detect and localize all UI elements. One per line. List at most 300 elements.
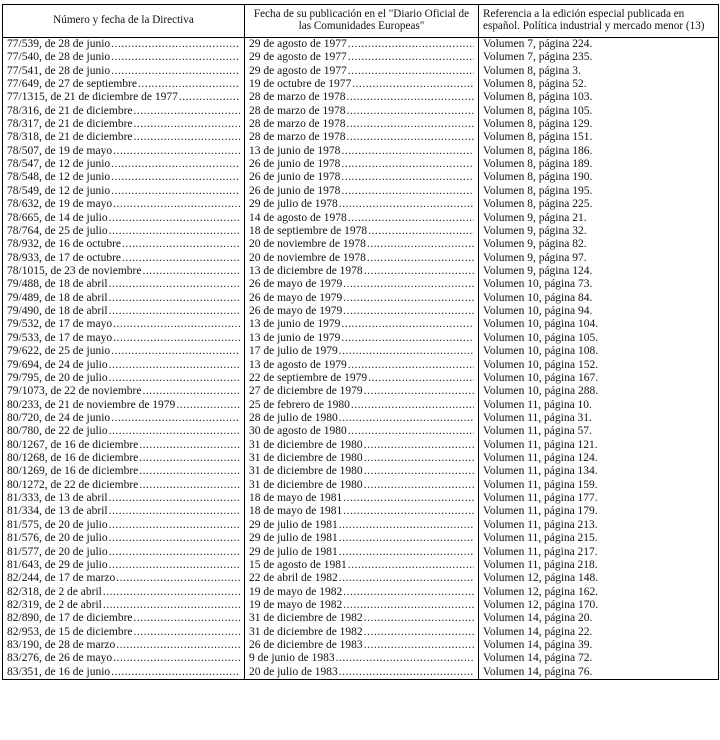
directive-cell-text: 78/507, de 19 de mayo bbox=[7, 144, 113, 157]
dot-leader bbox=[122, 252, 240, 265]
directive-cell-text: 82/244, de 17 de marzo bbox=[7, 572, 116, 585]
publication-date-cell-text: 29 de julio de 1981 bbox=[249, 518, 338, 531]
header-publication-date: Fecha de su publicación en el "Diario Oficial de las Comunidades Europeas" bbox=[245, 5, 479, 38]
reference-cell: Volumen 8, página 225. bbox=[479, 198, 719, 211]
publication-date-cell-text: 17 de julio de 1979 bbox=[249, 345, 338, 358]
publication-date-cell bbox=[245, 666, 479, 680]
dot-leader bbox=[134, 612, 240, 625]
reference-cell: Volumen 10, página 105. bbox=[479, 332, 719, 345]
publication-date-cell-text: 31 de diciembre de 1982 bbox=[249, 625, 363, 638]
directive-cell bbox=[3, 599, 245, 612]
publication-date-cell-text: 22 de abril de 1982 bbox=[249, 572, 338, 585]
dot-leader bbox=[109, 359, 240, 372]
reference-cell: Volumen 8, página 103. bbox=[479, 91, 719, 104]
reference-cell: Volumen 8, página 129. bbox=[479, 118, 719, 131]
directive-cell bbox=[3, 545, 245, 558]
dot-leader bbox=[139, 439, 240, 452]
publication-date-cell bbox=[245, 118, 479, 131]
publication-date-cell bbox=[245, 265, 479, 278]
publication-date-cell-text: 19 de octubre de 1977 bbox=[249, 77, 352, 90]
dot-leader bbox=[348, 559, 474, 572]
reference-cell: Volumen 8, página 3. bbox=[479, 65, 719, 78]
directive-cell-text: 79/795, de 20 de julio bbox=[7, 371, 108, 384]
table-row bbox=[3, 105, 719, 118]
directive-cell bbox=[3, 332, 245, 345]
publication-date-cell-text: 27 de diciembre de 1979 bbox=[249, 385, 363, 398]
dot-leader bbox=[343, 278, 474, 291]
publication-date-cell bbox=[245, 385, 479, 398]
directive-cell-text: 80/233, de 21 de noviembre de 1979 bbox=[7, 398, 176, 411]
dot-leader bbox=[341, 318, 474, 331]
reference-cell: Volumen 10, página 108. bbox=[479, 345, 719, 358]
publication-date-cell bbox=[245, 318, 479, 331]
publication-date-cell-text: 29 de julio de 1981 bbox=[249, 545, 338, 558]
reference-cell: Volumen 11, página 213. bbox=[479, 519, 719, 532]
directive-cell-text: 80/1267, de 16 de diciembre bbox=[7, 438, 139, 451]
publication-date-cell-text: 30 de agosto de 1980 bbox=[249, 425, 347, 438]
dot-leader bbox=[343, 599, 474, 612]
header-directive: Número y fecha de la Directiva bbox=[3, 5, 245, 38]
publication-date-cell-text: 20 de noviembre de 1978 bbox=[249, 238, 366, 251]
dot-leader bbox=[176, 399, 240, 412]
dot-leader bbox=[113, 652, 240, 665]
dot-leader bbox=[348, 425, 474, 438]
directive-cell bbox=[3, 385, 245, 398]
directive-cell bbox=[3, 345, 245, 358]
directive-cell bbox=[3, 652, 245, 665]
directive-cell bbox=[3, 358, 245, 371]
dot-leader bbox=[134, 118, 240, 131]
table-row bbox=[3, 91, 719, 104]
table-row bbox=[3, 145, 719, 158]
publication-date-cell bbox=[245, 238, 479, 251]
table-row bbox=[3, 505, 719, 518]
publication-date-cell-text: 18 de mayo de 1981 bbox=[249, 505, 343, 518]
table-row bbox=[3, 358, 719, 371]
reference-cell: Volumen 12, página 148. bbox=[479, 572, 719, 585]
directive-cell bbox=[3, 399, 245, 412]
dot-leader bbox=[339, 666, 474, 679]
publication-date-cell-text: 26 de diciembre de 1983 bbox=[249, 639, 363, 652]
table-row bbox=[3, 51, 719, 64]
publication-date-cell bbox=[245, 158, 479, 171]
directive-cell-text: 78/764, de 25 de julio bbox=[7, 224, 108, 237]
dot-leader bbox=[113, 145, 240, 158]
table-row bbox=[3, 118, 719, 131]
publication-date-cell-text: 19 de mayo de 1982 bbox=[249, 598, 343, 611]
publication-date-cell-text: 13 de agosto de 1979 bbox=[249, 358, 347, 371]
dot-leader bbox=[341, 158, 474, 171]
table-row bbox=[3, 519, 719, 532]
dot-leader bbox=[116, 639, 240, 652]
dot-leader bbox=[109, 292, 240, 305]
publication-date-cell-text: 26 de mayo de 1979 bbox=[249, 305, 343, 318]
dot-leader bbox=[346, 131, 474, 144]
dot-leader bbox=[364, 439, 474, 452]
table-row bbox=[3, 479, 719, 492]
directive-cell-text: 77/541, de 28 de junio bbox=[7, 64, 111, 77]
table-row bbox=[3, 492, 719, 505]
publication-date-cell bbox=[245, 532, 479, 545]
dot-leader bbox=[343, 492, 474, 505]
publication-date-cell-text: 19 de mayo de 1982 bbox=[249, 585, 343, 598]
directive-cell-text: 78/316, de 21 de diciembre bbox=[7, 104, 133, 117]
directive-cell bbox=[3, 612, 245, 625]
dot-leader bbox=[351, 399, 474, 412]
dot-leader bbox=[339, 198, 474, 211]
reference-cell: Volumen 12, página 170. bbox=[479, 599, 719, 612]
dot-leader bbox=[341, 145, 474, 158]
publication-date-cell-text: 14 de agosto de 1978 bbox=[249, 211, 347, 224]
reference-cell: Volumen 8, página 52. bbox=[479, 78, 719, 91]
dot-leader bbox=[364, 479, 474, 492]
table-row bbox=[3, 639, 719, 652]
reference-cell: Volumen 7, página 224. bbox=[479, 37, 719, 51]
publication-date-cell-text: 31 de diciembre de 1980 bbox=[249, 478, 363, 491]
directive-cell-text: 81/575, de 20 de julio bbox=[7, 518, 108, 531]
dot-leader bbox=[109, 212, 240, 225]
dot-leader bbox=[341, 185, 474, 198]
reference-cell: Volumen 11, página 31. bbox=[479, 412, 719, 425]
dot-leader bbox=[134, 131, 240, 144]
publication-date-cell-text: 18 de septiembre de 1978 bbox=[249, 224, 368, 237]
dot-leader bbox=[364, 465, 474, 478]
publication-date-cell-text: 13 de junio de 1979 bbox=[249, 331, 341, 344]
dot-leader bbox=[341, 332, 474, 345]
publication-date-cell-text: 9 de junio de 1983 bbox=[249, 652, 335, 665]
publication-date-cell-text: 31 de diciembre de 1980 bbox=[249, 465, 363, 478]
directives-table bbox=[2, 4, 719, 680]
publication-date-cell-text: 13 de diciembre de 1978 bbox=[249, 265, 363, 277]
dot-leader bbox=[138, 78, 240, 91]
dot-leader bbox=[336, 652, 474, 665]
reference-cell: Volumen 8, página 105. bbox=[479, 105, 719, 118]
publication-date-cell bbox=[245, 131, 479, 144]
publication-date-cell-text: 26 de mayo de 1979 bbox=[249, 278, 343, 291]
directive-cell-text: 78/632, de 19 de mayo bbox=[7, 198, 113, 211]
directive-cell-text: 78/933, de 17 de octubre bbox=[7, 251, 122, 264]
publication-date-cell-text: 29 de julio de 1978 bbox=[249, 198, 338, 211]
directive-cell bbox=[3, 211, 245, 224]
reference-cell: Volumen 9, página 32. bbox=[479, 225, 719, 238]
dot-leader bbox=[364, 612, 474, 625]
table-row bbox=[3, 158, 719, 171]
reference-cell: Volumen 14, página 20. bbox=[479, 612, 719, 625]
dot-leader bbox=[109, 505, 240, 518]
publication-date-cell bbox=[245, 412, 479, 425]
directive-cell bbox=[3, 372, 245, 385]
directive-cell-text: 83/351, de 16 de junio bbox=[7, 665, 111, 678]
publication-date-cell bbox=[245, 639, 479, 652]
directive-cell bbox=[3, 452, 245, 465]
publication-date-cell bbox=[245, 171, 479, 184]
table-row bbox=[3, 626, 719, 639]
directive-cell bbox=[3, 559, 245, 572]
reference-cell: Volumen 10, página 167. bbox=[479, 372, 719, 385]
publication-date-cell-text: 29 de agosto de 1977 bbox=[249, 64, 347, 77]
dot-leader bbox=[368, 225, 474, 238]
directive-cell bbox=[3, 639, 245, 652]
publication-date-cell-text: 31 de diciembre de 1980 bbox=[249, 438, 363, 451]
reference-cell: Volumen 11, página 134. bbox=[479, 465, 719, 478]
publication-date-cell bbox=[245, 37, 479, 51]
directive-cell bbox=[3, 519, 245, 532]
dot-leader bbox=[109, 278, 240, 291]
reference-cell: Volumen 11, página 121. bbox=[479, 439, 719, 452]
reference-cell: Volumen 8, página 151. bbox=[479, 131, 719, 144]
dot-leader bbox=[109, 225, 240, 238]
publication-date-cell-text: 28 de marzo de 1978 bbox=[249, 104, 346, 117]
directive-cell bbox=[3, 666, 245, 680]
publication-date-cell bbox=[245, 652, 479, 665]
table-row bbox=[3, 545, 719, 558]
table-row bbox=[3, 37, 719, 51]
publication-date-cell-text: 20 de noviembre de 1978 bbox=[249, 251, 366, 264]
dot-leader bbox=[343, 292, 474, 305]
dot-leader bbox=[113, 332, 240, 345]
dot-leader bbox=[339, 412, 474, 425]
reference-cell: Volumen 14, página 76. bbox=[479, 666, 719, 680]
directive-cell bbox=[3, 131, 245, 144]
publication-date-cell-text: 28 de marzo de 1978 bbox=[249, 91, 346, 104]
directive-cell bbox=[3, 479, 245, 492]
publication-date-cell-text: 13 de junio de 1978 bbox=[249, 144, 341, 157]
reference-cell: Volumen 7, página 235. bbox=[479, 51, 719, 64]
table-row bbox=[3, 412, 719, 425]
table-row bbox=[3, 399, 719, 412]
publication-date-cell bbox=[245, 332, 479, 345]
reference-cell: Volumen 14, página 39. bbox=[479, 639, 719, 652]
dot-leader bbox=[134, 105, 240, 118]
directive-cell-text: 82/890, de 17 de diciembre bbox=[7, 612, 133, 625]
publication-date-cell bbox=[245, 479, 479, 492]
dot-leader bbox=[364, 639, 474, 652]
directive-cell-text: 78/932, de 16 de octubre bbox=[7, 238, 122, 251]
directive-cell-text: 79/488, de 18 de abril bbox=[7, 278, 108, 291]
publication-date-cell bbox=[245, 545, 479, 558]
publication-date-cell bbox=[245, 345, 479, 358]
directive-cell-text: 79/694, de 24 de julio bbox=[7, 358, 108, 371]
publication-date-cell bbox=[245, 439, 479, 452]
dot-leader bbox=[364, 452, 474, 465]
publication-date-cell bbox=[245, 612, 479, 625]
directive-cell-text: 80/780, de 22 de julio bbox=[7, 425, 108, 438]
dot-leader bbox=[367, 238, 474, 251]
dot-leader bbox=[339, 572, 474, 585]
dot-leader bbox=[367, 252, 474, 265]
directive-cell bbox=[3, 225, 245, 238]
directive-cell bbox=[3, 37, 245, 51]
publication-date-cell bbox=[245, 211, 479, 224]
directive-cell bbox=[3, 626, 245, 639]
directive-cell bbox=[3, 532, 245, 545]
directive-cell bbox=[3, 158, 245, 171]
table-row bbox=[3, 65, 719, 78]
table-row bbox=[3, 278, 719, 291]
reference-cell: Volumen 9, página 82. bbox=[479, 238, 719, 251]
table-row bbox=[3, 385, 719, 398]
header-row bbox=[3, 5, 719, 38]
publication-date-cell bbox=[245, 51, 479, 64]
publication-date-cell bbox=[245, 185, 479, 198]
reference-cell: Volumen 10, página 288. bbox=[479, 385, 719, 398]
publication-date-cell-text: 28 de marzo de 1978 bbox=[249, 131, 346, 144]
dot-leader bbox=[142, 265, 240, 278]
directive-cell bbox=[3, 492, 245, 505]
publication-date-cell bbox=[245, 425, 479, 438]
reference-cell: Volumen 11, página 217. bbox=[479, 545, 719, 558]
reference-cell: Volumen 11, página 10. bbox=[479, 399, 719, 412]
reference-cell: Volumen 9, página 97. bbox=[479, 252, 719, 265]
directive-cell-text: 82/953, de 15 de diciembre bbox=[7, 625, 133, 638]
dot-leader bbox=[352, 78, 474, 91]
directive-cell-text: 83/276, de 26 de mayo bbox=[7, 652, 113, 665]
dot-leader bbox=[111, 345, 240, 358]
directive-cell-text: 79/533, de 17 de mayo bbox=[7, 331, 113, 344]
directive-cell bbox=[3, 171, 245, 184]
reference-cell: Volumen 10, página 84. bbox=[479, 292, 719, 305]
directive-cell bbox=[3, 145, 245, 158]
directive-cell bbox=[3, 439, 245, 452]
table-row bbox=[3, 652, 719, 665]
publication-date-cell bbox=[245, 105, 479, 118]
dot-leader bbox=[103, 586, 240, 599]
directive-cell-text: 79/1073, de 22 de noviembre bbox=[7, 385, 142, 398]
dot-leader bbox=[113, 318, 240, 331]
publication-date-cell-text: 28 de marzo de 1978 bbox=[249, 118, 346, 131]
table-row bbox=[3, 185, 719, 198]
table-row bbox=[3, 532, 719, 545]
publication-date-cell bbox=[245, 599, 479, 612]
publication-date-cell bbox=[245, 225, 479, 238]
directive-cell bbox=[3, 51, 245, 64]
directive-cell bbox=[3, 292, 245, 305]
publication-date-cell bbox=[245, 198, 479, 211]
reference-cell: Volumen 8, página 186. bbox=[479, 145, 719, 158]
table-header bbox=[3, 5, 719, 38]
dot-leader bbox=[109, 425, 240, 438]
publication-date-cell bbox=[245, 505, 479, 518]
reference-cell: Volumen 11, página 57. bbox=[479, 425, 719, 438]
reference-cell: Volumen 8, página 190. bbox=[479, 171, 719, 184]
table-row bbox=[3, 225, 719, 238]
directive-cell bbox=[3, 265, 245, 278]
table-body bbox=[3, 37, 719, 679]
directive-cell-text: 77/540, de 28 de junio bbox=[7, 51, 111, 64]
table-row bbox=[3, 305, 719, 318]
reference-cell: Volumen 8, página 189. bbox=[479, 158, 719, 171]
table-row bbox=[3, 612, 719, 625]
header-special-edition-reference: Referencia a la edición especial publicada en español. Política industrial y mercado menor (13) bbox=[479, 5, 719, 38]
publication-date-cell-text: 29 de julio de 1981 bbox=[249, 532, 338, 545]
directive-cell-text: 83/190, de 28 de marzo bbox=[7, 639, 116, 652]
directive-cell bbox=[3, 185, 245, 198]
table-row bbox=[3, 171, 719, 184]
directive-cell bbox=[3, 198, 245, 211]
dot-leader bbox=[139, 479, 240, 492]
dot-leader bbox=[339, 546, 474, 559]
directive-cell-text: 80/1268, de 16 de diciembre bbox=[7, 452, 139, 465]
reference-cell: Volumen 9, página 124. bbox=[479, 265, 719, 278]
table-row bbox=[3, 372, 719, 385]
directive-cell bbox=[3, 318, 245, 331]
publication-date-cell-text: 26 de mayo de 1979 bbox=[249, 291, 343, 304]
directive-cell bbox=[3, 505, 245, 518]
directive-cell bbox=[3, 252, 245, 265]
publication-date-cell-text: 22 de septiembre de 1979 bbox=[249, 371, 368, 384]
table-row bbox=[3, 332, 719, 345]
publication-date-cell bbox=[245, 372, 479, 385]
reference-cell: Volumen 10, página 104. bbox=[479, 318, 719, 331]
dot-leader bbox=[139, 465, 240, 478]
directive-cell-text: 79/622, de 25 de junio bbox=[7, 345, 111, 358]
dot-leader bbox=[364, 385, 474, 398]
dot-leader bbox=[111, 158, 240, 171]
directive-cell-text: 79/489, de 18 de abril bbox=[7, 291, 108, 304]
table-row bbox=[3, 572, 719, 585]
dot-leader bbox=[364, 265, 474, 278]
dot-leader bbox=[364, 626, 474, 639]
directive-cell-text: 81/577, de 20 de julio bbox=[7, 545, 108, 558]
reference-cell: Volumen 11, página 177. bbox=[479, 492, 719, 505]
publication-date-cell bbox=[245, 292, 479, 305]
directive-cell bbox=[3, 278, 245, 291]
directive-cell-text: 80/1272, de 22 de diciembre bbox=[7, 478, 139, 491]
table-row bbox=[3, 265, 719, 278]
directive-cell bbox=[3, 118, 245, 131]
directive-cell bbox=[3, 586, 245, 599]
dot-leader bbox=[109, 492, 240, 505]
table-row bbox=[3, 586, 719, 599]
directive-cell-text: 80/720, de 24 de junio bbox=[7, 411, 111, 424]
directive-cell-text: 77/539, de 28 de junio bbox=[7, 37, 111, 50]
table-row bbox=[3, 465, 719, 478]
publication-date-cell bbox=[245, 586, 479, 599]
table-row bbox=[3, 345, 719, 358]
dot-leader bbox=[109, 546, 240, 559]
dot-leader bbox=[109, 305, 240, 318]
directive-cell-text: 77/1315, de 21 de diciembre de 1977 bbox=[7, 91, 178, 104]
dot-leader bbox=[111, 51, 240, 64]
publication-date-cell bbox=[245, 519, 479, 532]
directive-cell bbox=[3, 65, 245, 78]
directive-cell-text: 78/549, de 12 de junio bbox=[7, 184, 111, 197]
table-row bbox=[3, 292, 719, 305]
publication-date-cell-text: 29 de agosto de 1977 bbox=[249, 51, 347, 64]
dot-leader bbox=[348, 212, 474, 225]
publication-date-cell bbox=[245, 559, 479, 572]
dot-leader bbox=[109, 532, 240, 545]
reference-cell: Volumen 14, página 22. bbox=[479, 626, 719, 639]
dot-leader bbox=[346, 91, 474, 104]
dot-leader bbox=[179, 91, 240, 104]
directive-cell bbox=[3, 238, 245, 251]
publication-date-cell bbox=[245, 626, 479, 639]
table-row bbox=[3, 452, 719, 465]
publication-date-cell bbox=[245, 278, 479, 291]
publication-date-cell bbox=[245, 305, 479, 318]
dot-leader bbox=[134, 626, 240, 639]
table-row bbox=[3, 666, 719, 680]
directive-cell-text: 78/547, de 12 de junio bbox=[7, 158, 111, 171]
publication-date-cell-text: 29 de agosto de 1977 bbox=[249, 37, 347, 50]
publication-date-cell-text: 13 de junio de 1979 bbox=[249, 318, 341, 331]
directive-cell-text: 78/665, de 14 de julio bbox=[7, 211, 108, 224]
directive-cell bbox=[3, 572, 245, 585]
dot-leader bbox=[348, 51, 474, 64]
publication-date-cell bbox=[245, 145, 479, 158]
directive-cell-text: 78/318, de 21 de diciembre bbox=[7, 131, 133, 144]
